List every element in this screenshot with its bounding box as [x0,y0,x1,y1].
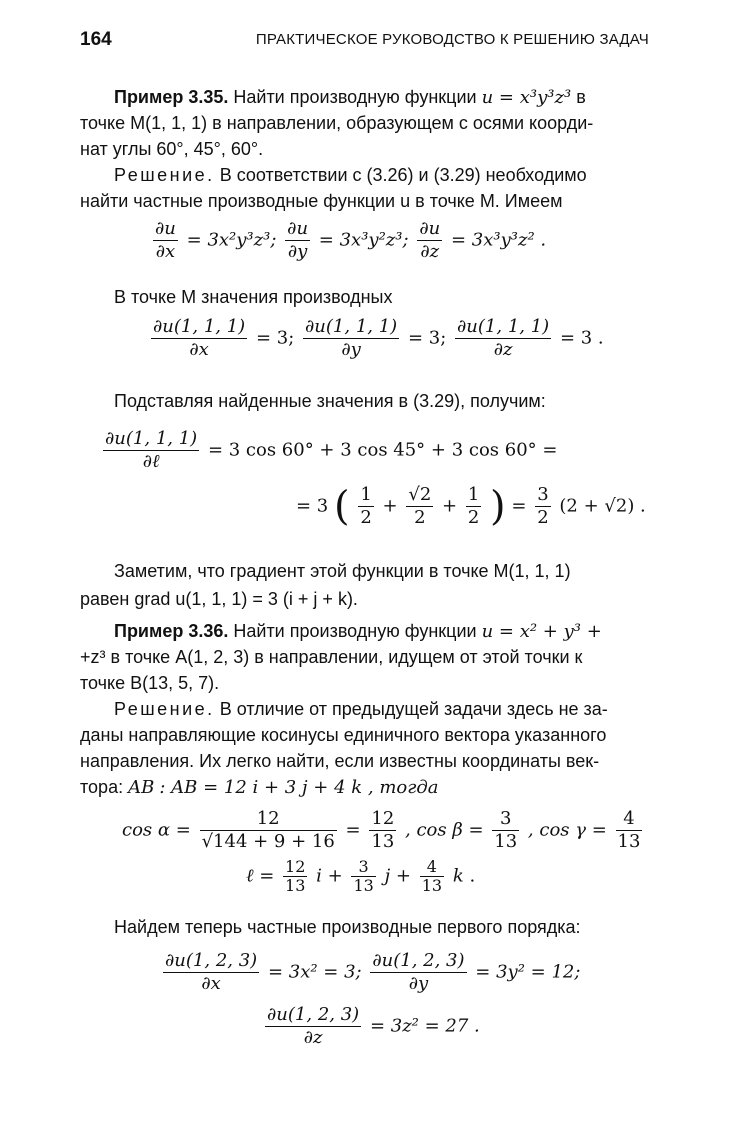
first-order-line: Найдем теперь частные производные первого порядка: [114,917,581,937]
solution-label: Решение. [114,165,215,185]
first-order-derivatives-row1: $\frac{\partial u(1, 2, 3)}{\partial x}$ = 3x² = 3; $\frac{\partial u(1, 2, 3)}{\partial y}$ = 3y² = 12; [165,950,581,994]
solution-336-line2: даны направляющие косинусы единичного вектора указанного [80,725,607,745]
at-point-line: В точке M значения производных [114,287,393,307]
directional-derivative: $\frac{\partial u(1, 1, 1)}{\text{∂ℓ}}$ = 3 cos 60° + 3 cos 45° + 3 cos 60° = [105,428,558,472]
gradient-note-line1: Заметим, что градиент этой функции в точке M(1, 1, 1) [114,561,571,581]
example-336-line3: точке B(13, 5, 7). [80,673,220,693]
unit-vector-ell: ℓ = $\frac{12}{13}$ i + $\frac{3}{13}$ j + $\frac{4}{13}$ k . [246,857,476,895]
values-formula: $\frac{\partial u(1, 1, 1)}{\partial x}$ = 3; $\frac{\partial u(1, 1, 1)}{\partial y}$ = 3; $\frac{\partial u(1, 1, 1)}{\partial z}$ = 3 . [153,316,604,360]
page-header [80,27,649,53]
solution-336-line4: тора: AB : AB = 12 i + 3 j + 4 k , тогда [80,777,439,798]
substituting-line: Подставляя найденные значения в (3.29), получим: [114,391,546,411]
gradient-note-line2: равен grad u(1, 1, 1) = 3 (i + j + k). [80,589,358,609]
solution-335-line1: Решение. В соответствии с (3.26) и (3.29) необходимо [114,165,587,185]
solution-336-line3: направления. Их легко найти, если известны координаты век- [80,751,600,771]
example-335-line1: Пример 3.35. Найти производную функции u = x³y³z³ в [114,87,586,108]
solution-label: Решение. [114,699,215,719]
example-335-line3: нат углы 60°, 45°, 60°. [80,139,264,159]
solution-336-line1: Решение. В отличие от предыдущей задачи здесь не за- [114,699,608,719]
example-336-line1: Пример 3.36. Найти производную функции u = x² + y³ + [114,621,602,642]
example-336-title: Пример 3.36. [114,621,229,641]
running-title: ПРАКТИЧЕСКОЕ РУКОВОДСТВО К РЕШЕНИЮ ЗАДАЧ [255,31,649,48]
partials-formula: $\frac{\partial u}{\partial x}$ = 3x²y³z³; $\frac{\partial u}{\partial y}$ = 3x³y²z³; $\frac{\partial u}{\partial z}$ = 3x³y³z² . [155,218,547,262]
directional-result: = 3 ( $\frac{1}{2}$ + $\frac{√2}{2}$ + $\frac{1}{2}$ ) = $\frac{3}{2}$ (2 + √2) . [296,483,646,530]
direction-cosines: cos α = $\frac{12}{√144 + 9 + 16}$ = $\frac{12}{13}$ , cos β = $\frac{3}{13}$ , cos γ = $\frac{4}{13}$ [122,808,641,852]
solution-335-line2: найти частные производные функции u в точке M. Имеем [80,191,563,211]
example-336-line2: +z³ в точке A(1, 2, 3) в направлении, идущем от этой точки к [80,647,583,667]
first-order-derivatives-row2: $\frac{\partial u(1, 2, 3)}{\partial z}$ = 3z² = 27 . [267,1004,480,1048]
example-335-title: Пример 3.35. [114,87,229,107]
example-335-line2: точке M(1, 1, 1) в направлении, образующем с осями коорди- [80,113,594,133]
page-number: 164 [80,29,112,50]
